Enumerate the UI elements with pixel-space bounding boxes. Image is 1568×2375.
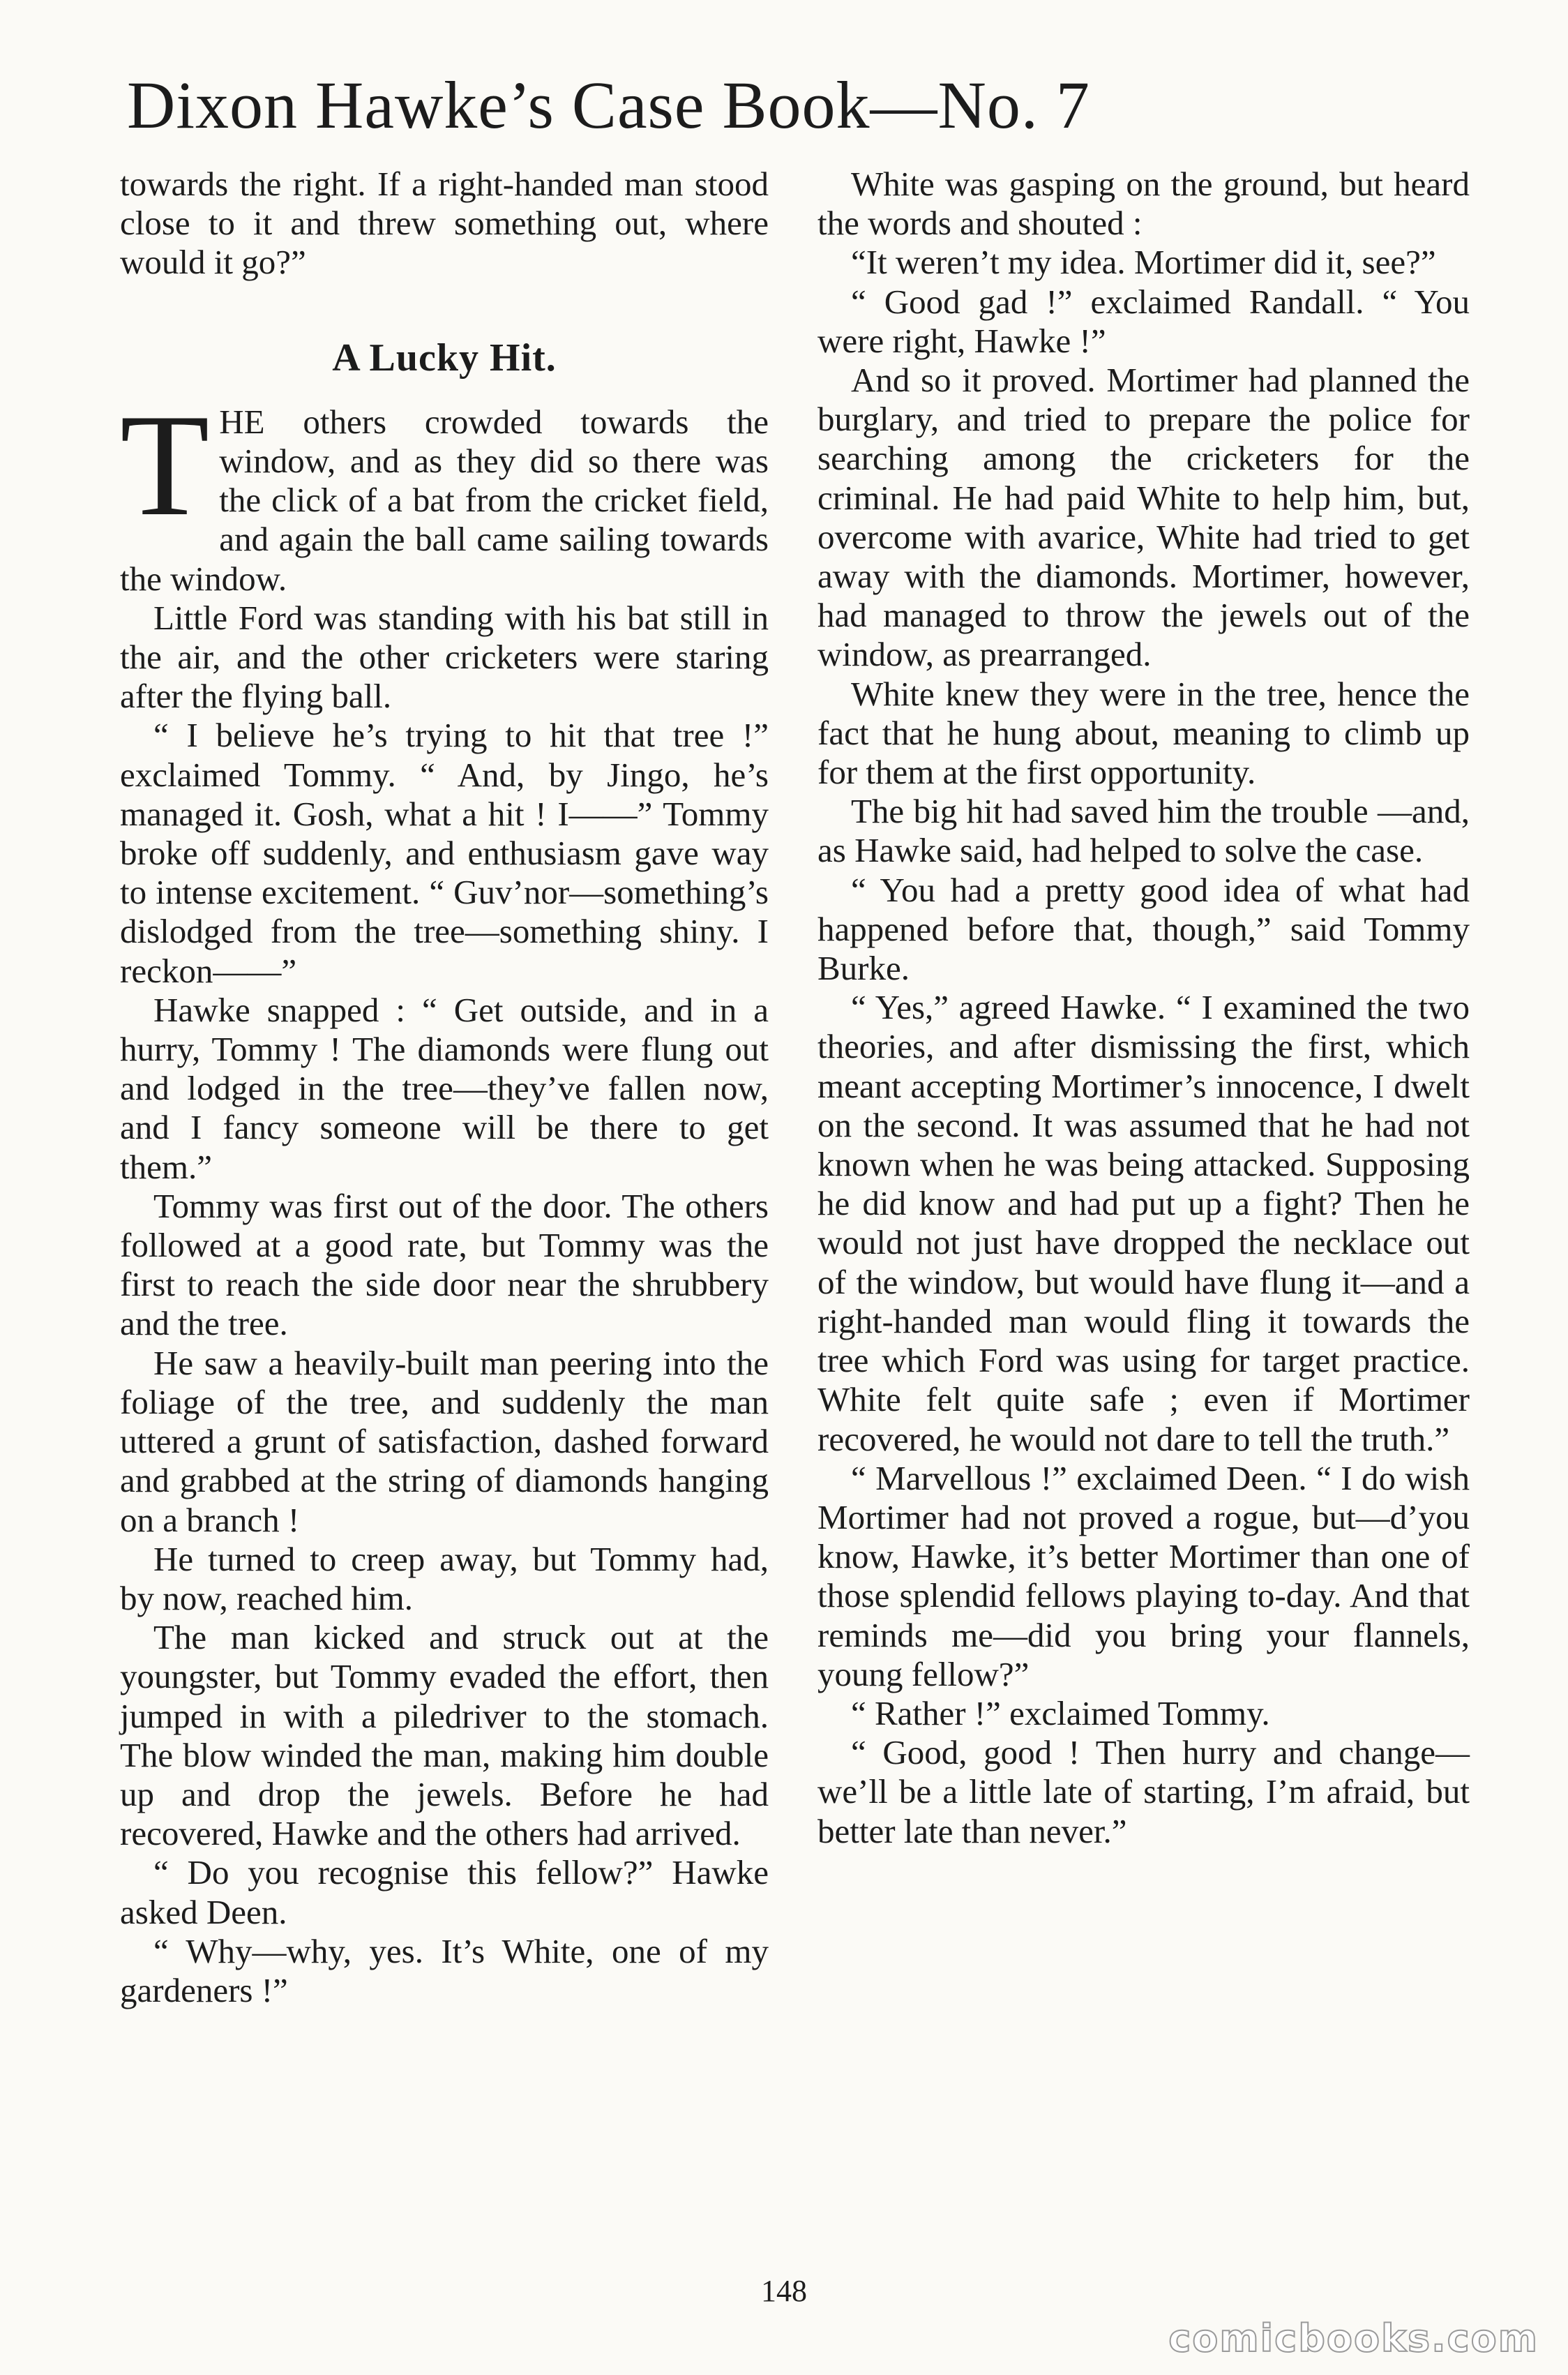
paragraph: “ Why—why, yes. It’s White, one of my gardeners !” [120,1931,769,2009]
paragraph: Tommy was first out of the door. The others followed at a good rate, but Tommy was the first to reach the side door near the shrubbery and the tree. [120,1186,769,1343]
paragraph: “ Good gad !” exclaimed Randall. “ You were right, Hawke !” [817,282,1470,360]
first-paragraph-text: HE others crowded towards the window, and as they did so there was the click of a bat from the cricket field, and again the ball came sailing towards the window. [120,402,769,598]
paragraph: He turned to creep away, but Tommy had, by now, reached him. [120,1539,769,1617]
first-paragraph [120,384,769,599]
right-column [817,165,1470,1851]
paragraph: He saw a heavily-built man peering into the foliage of the tree, and suddenly the man uttered a grunt of satisfaction, dashed forward and grabbed at the string of diamonds hanging on a branch ! [120,1343,769,1539]
paragraph: White was gasping on the ground, but heard the words and shouted : [817,165,1470,243]
watermark-logo: comicbooks.com [1168,2316,1539,2360]
paragraph: “ I believe he’s trying to hit that tree !” exclaimed Tommy. “ And, by Jingo, he’s managed it. Gosh, what a hit ! I——” Tommy broke off suddenly, and enthusiasm gave way to intense excitement. “ Guv’nor—something’s dislodged from the tree—something shiny. I reckon——” [120,716,769,990]
paragraph: “ Rather !” exclaimed Tommy. [851,1693,1270,1732]
paragraph: Hawke snapped : “ Get outside, and in a hurry, Tommy ! The diamonds were flung out and lodged in the tree—they’ve fallen now, and I fancy someone will be there to get them.” [120,990,769,1186]
paragraph: “It weren’t my idea. Mortimer did it, see?” [851,243,1436,282]
drop-cap: T [120,384,210,546]
paragraph: And so it proved. Mortimer had planned the burglary, and tried to prepare the police for searching among the cricketers for the criminal. He had paid White to help him, but, overcome with avarice, White had tried to get away with the diamonds. Mortimer, however, had managed to throw the jewels out of the window, as prearranged. [817,361,1470,674]
intro-paragraph: towards the right. If a right-handed man stood close to it and threw something out, where would it go?” [120,165,769,282]
paragraph: “ Yes,” agreed Hawke. “ I examined the two theories, and after dismissing the first, which meant accepting Mortimer’s innocence, I dwelt on the second. It was assumed that he had not known when he was being attacked. Supposing he did know and had put up a fight? Then he would not just have dropped the necklace out of the window, but would have flung it—and a right-handed man would fling it towards the tree which Ford was using for target practice. White felt quite safe ; even if Mortimer recovered, he would not dare to tell the truth.” [817,988,1470,1458]
page-number: 148 [761,2274,807,2308]
paragraph: “ Do you recognise this fellow?” Hawke asked Deen. [120,1853,769,1931]
left-column [120,165,769,2010]
paragraph: The man kicked and struck out at the youngster, but Tommy evaded the effort, then jumped in with a piledriver to the stomach. The blow winded the man, making him double up and drop the jewels. Before he had recovered, Hawke and the others had arrived. [120,1618,769,1853]
paragraph: White knew they were in the tree, hence the fact that he hung about, meaning to climb up for them at the first opportunity. [817,674,1470,792]
paragraph: “ Good, good ! Then hurry and change—we’ll be a little late of starting, I’m afraid, but better late than never.” [817,1733,1470,1850]
section-heading: A Lucky Hit. [332,336,557,380]
paragraph: The big hit had saved him the trouble —and, as Hawke said, had helped to solve the case. [817,792,1470,870]
page-header: Dixon Hawke’s Case Book—No. 7 [127,68,1090,142]
paragraph: “ Marvellous !” exclaimed Deen. “ I do wish Mortimer had not proved a rogue, but—d’you know, Hawke, it’s better Mortimer than one of those splendid fellows playing to-day. And that reminds me—did you bring your flannels, young fellow?” [817,1458,1470,1693]
paragraph: Little Ford was standing with his bat still in the air, and the other cricketers were staring after the flying ball. [120,598,769,716]
paragraph: “ You had a pretty good idea of what had happened before that, though,” said Tommy Burke. [817,870,1470,988]
